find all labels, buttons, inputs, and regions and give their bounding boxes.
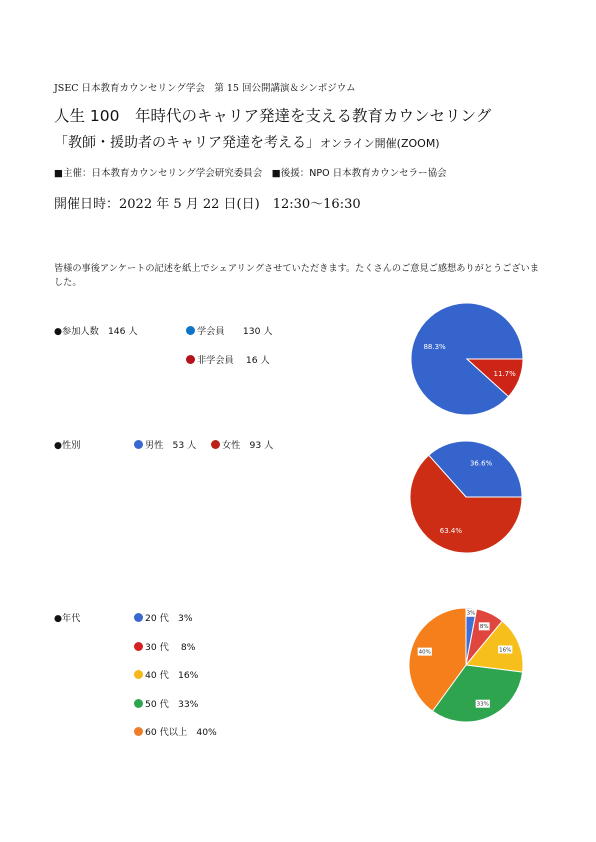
legend-text: 20 代 3% (145, 613, 193, 624)
legend-age-60s (134, 724, 217, 738)
legend-female (211, 437, 273, 451)
page-subtitle (54, 132, 440, 152)
pie-data-label: 3% (466, 610, 476, 617)
participants-label: ●参加人数 146 人 (54, 326, 138, 337)
pie-data-label: 36.6% (469, 459, 493, 468)
legend-dot (134, 699, 143, 708)
legend-text: 女性 93 人 (222, 440, 274, 451)
pie-data-label: 33% (476, 701, 489, 708)
legend-dot (186, 326, 195, 335)
pie-data-label: 8% (479, 624, 489, 631)
pie-data-label: 40% (418, 649, 431, 656)
legend-text: 非学会員 16 人 (197, 355, 270, 366)
legend-nonmember (186, 352, 270, 366)
intro-text: 皆様の事後アンケートの記述を紙上でシェアリングさせていただきます。たくさんのご意見ご感想ありがとうございました。 (54, 263, 539, 288)
page-title: 人生 100 年時代のキャリア発達を支える教育カウンセリング (54, 107, 492, 125)
legend-dot (134, 613, 143, 622)
gender-pie-chart (408, 439, 524, 555)
organizers: ■主催：日本教育カウンセリング学会研究委員会 ■後援：NPO 日本教育カウンセラー協会 (54, 168, 447, 179)
pie-data-label: 88.3% (423, 342, 446, 351)
legend-text: 40 代 16% (145, 670, 199, 681)
legend-male (134, 437, 196, 451)
legend-text: 60 代以上 40% (145, 727, 217, 738)
legend-age-30s (134, 639, 195, 653)
legend-dot (134, 642, 143, 651)
legend-dot (186, 355, 195, 364)
legend-text: 学会員 130 人 (197, 326, 273, 337)
legend-dot (134, 440, 143, 449)
legend-text: 30 代 8% (145, 642, 196, 653)
legend-text: 50 代 33% (145, 699, 199, 710)
legend-age-40s (134, 667, 198, 681)
age-label: ●年代 (54, 613, 81, 624)
legend-age-20s (134, 610, 193, 624)
legend-dot (134, 727, 143, 736)
legend-dot (211, 440, 220, 449)
age-pie-chart (407, 606, 525, 724)
legend-text: 男性 53 人 (145, 440, 197, 451)
org-line: JSEC 日本教育カウンセリング学会 第 15 回公開講演＆シンポジウム (54, 83, 356, 94)
event-date: 開催日時：2022 年 5 月 22 日(日) 12:30～16:30 (54, 197, 361, 212)
pie-data-label: 11.7% (493, 369, 516, 378)
legend-age-50s (134, 696, 198, 710)
gender-label: ●性別 (54, 440, 81, 451)
pie-data-label: 63.4% (439, 527, 463, 536)
legend-member (186, 323, 273, 337)
subtitle-main: 「教師・援助者のキャリア発達を考える」 (54, 135, 320, 151)
subtitle-note: オンライン開催(ZOOM) (320, 137, 440, 150)
pie-data-label: 16% (499, 647, 512, 654)
participants-pie-chart (409, 301, 525, 417)
legend-dot (134, 670, 143, 679)
